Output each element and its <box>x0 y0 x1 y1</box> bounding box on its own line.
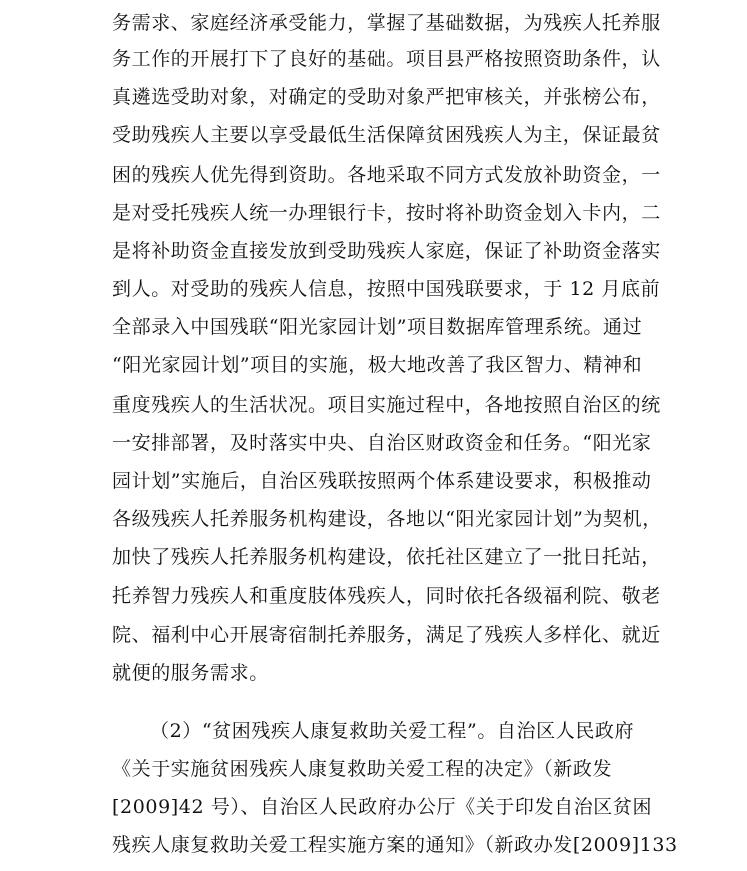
text-line: 务需求、家庭经济承受能力，掌握了基础数据，为残疾人托养服 <box>112 12 661 34</box>
text-line: 务工作的开展打下了良好的基础。项目县严格按照资助条件，认 <box>112 48 661 70</box>
text-line: 全部录入中国残联“阳光家园计划”项目数据库管理系统。通过 <box>112 316 643 338</box>
text-line: 到人。对受助的残疾人信息，按照中国残联要求，于 12 月底前 <box>112 278 661 300</box>
text-line: 就便的服务需求。 <box>112 662 269 684</box>
text-line: 托养智力残疾人和重度肢体残疾人，同时依托各级福利院、敬老 <box>112 585 661 607</box>
text-line: 园计划”实施后，自治区残联按照两个体系建设要求，积极推动 <box>112 470 652 492</box>
text-line: 是对受托残疾人统一办理银行卡，按时将补助资金划入卡内，二 <box>112 202 661 224</box>
text-line: 各级残疾人托养服务机构建设，各地以“阳光家园计划”为契机， <box>112 508 662 530</box>
text-line: 残疾人康复救助关爱工程实施方案的通知》（新政办发[2009]133 <box>112 834 678 856</box>
text-line: 《关于实施贫困残疾人康复救助关爱工程的决定》（新政发 <box>112 758 613 780</box>
text-line: 是将补助资金直接发放到受助残疾人家庭，保证了补助资金落实 <box>112 240 661 262</box>
text-line: 受助残疾人主要以享受最低生活保障贫困残疾人为主，保证最贫 <box>112 124 661 146</box>
text-line: 院、福利中心开展寄宿制托养服务，满足了残疾人多样化、就近 <box>112 624 661 646</box>
paragraph-heading: （2）“贫困残疾人康复救助关爱工程”。自治区人民政府 <box>150 720 635 742</box>
text-line: 加快了残疾人托养服务机构建设，依托社区建立了一批日托站， <box>112 546 661 568</box>
text-line: 真遴选受助对象，对确定的受助对象严把审核关，并张榜公布， <box>112 86 661 108</box>
text-line: “阳光家园计划”项目的实施，极大地改善了我区智力、精神和 <box>112 354 643 376</box>
text-line: [2009]42 号）、自治区人民政府办公厅《关于印发自治区贫困 <box>112 796 653 818</box>
text-line: 重度残疾人的生活状况。项目实施过程中，各地按照自治区的统 <box>112 394 661 416</box>
text-line: 一安排部署，及时落实中央、自治区财政资金和任务。“阳光家 <box>112 432 652 454</box>
text-line: 困的残疾人优先得到资助。各地采取不同方式发放补助资金，一 <box>112 164 661 186</box>
